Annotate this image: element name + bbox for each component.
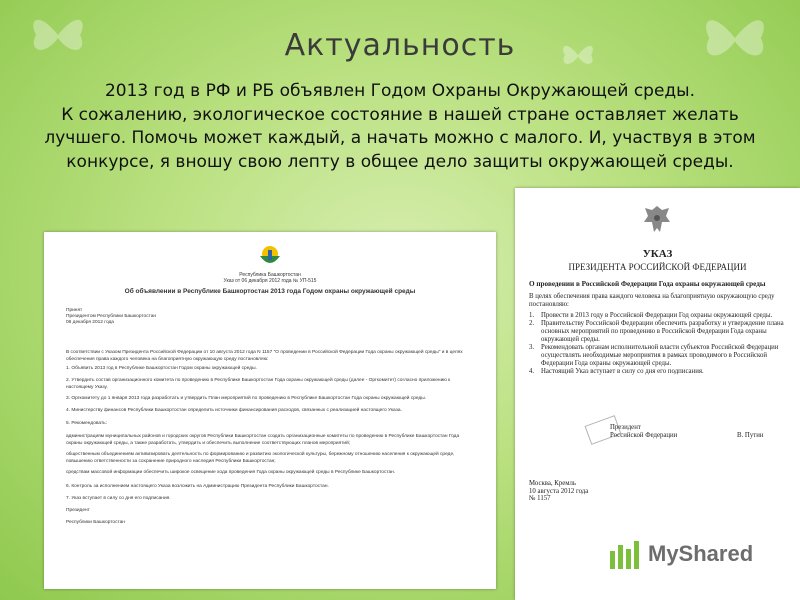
decree-sign-1: Президент xyxy=(66,508,90,513)
decree-place-date xyxy=(529,480,588,503)
myshared-icon xyxy=(606,537,646,577)
bashkortostan-emblem-icon xyxy=(256,244,284,270)
item-text: Правительству Российской Федерации обеспечить разработку и утверждение плана основных мероприятий по проведению в Российской Федерации Года охраны окружающей среды. xyxy=(541,320,784,343)
decree-item-4: 4. Министерству финансов Республики Башкортостан определить источники финансирования расходов, связанных с реализацией настоящего Указа. xyxy=(66,408,402,413)
item-text: Провести в 2013 году в Российской Федерации Год охраны окружающей среды. xyxy=(541,312,773,319)
signature-title-line-2: Российской Федерации xyxy=(610,432,678,439)
signature-title xyxy=(610,424,677,440)
decree-heading: УКАЗ xyxy=(642,248,673,260)
decree-header-line-1: Республика Башкортостан xyxy=(239,272,301,278)
decree-meta-3: 06 декабря 2012 года xyxy=(66,320,114,325)
signature-name: В. Путин xyxy=(737,432,764,439)
russian-coat-of-arms-icon xyxy=(642,202,672,236)
item-number: 4. xyxy=(529,368,535,375)
bashkortostan-decree-image xyxy=(44,232,496,589)
decree-date: 10 августа 2012 года xyxy=(529,487,589,495)
decree-item-3: 3. Оргкомитету до 1 января 2013 года разработать и утвердить План мероприятий по проведению в Республике Башкортостан Года охраны окружающей среды. xyxy=(66,396,427,401)
decree-items xyxy=(529,312,791,376)
slide-title: Актуальность xyxy=(284,28,516,63)
item-text: Рекомендовать органам исполнительной власти субъектов Российской Федерации осуществлять необходимые мероприятия в рамках проводимого в Российской Федерации Года охраны окружающей среды. xyxy=(541,344,779,367)
decree-place: Москва, Кремль xyxy=(529,480,577,487)
slide-body xyxy=(28,80,772,174)
decree-item-6: 6. Контроль за исполнением настоящего Указа возложить на Администрацию Президента Республики Башкортостан. xyxy=(66,484,329,489)
list-item xyxy=(529,368,791,376)
decree-intro: В целях обеспечения права каждого человека на благоприятную окружающую среду постановляю: xyxy=(529,293,775,308)
list-item xyxy=(529,312,791,320)
decree-number: № 1157 xyxy=(529,495,551,503)
signature-title-line-1: Президент xyxy=(610,424,641,431)
decree-item-5: 5. Рекомендовать: xyxy=(66,421,107,426)
myshared-logo xyxy=(606,535,768,585)
decree-meta-1: Принят xyxy=(66,308,83,313)
item-number: 2. xyxy=(529,320,535,327)
presidential-decree-image xyxy=(515,188,800,600)
decree-title: Об объявлении в Республике Башкортостан 2013 года Годом охраны окружающей среды xyxy=(124,288,416,295)
decree-subject: О проведении в Российской Федерации Года охраны окружающей среды xyxy=(529,280,766,288)
list-item xyxy=(529,344,791,368)
decree-item-5c: средствам массовой информации обеспечить широкое освещение хода проведения Года охраны окружающей среды в Республике Башкортостан. xyxy=(66,470,396,475)
decree-subheading: ПРЕЗИДЕНТА РОССИЙСКОЙ ФЕДЕРАЦИИ xyxy=(568,262,747,272)
decree-meta-2: Президентом Республики Башкортостан xyxy=(66,314,157,319)
decree-item-7: 7. Указ вступает в силу со дня его подписания. xyxy=(66,496,171,501)
item-number: 1. xyxy=(529,312,535,319)
decree-header-line-2: Указ от 06 декабря 2012 года № УП-515 xyxy=(223,278,317,284)
decree-item-2: 2. Утвердить состав организационного комитета по проведению в Республике Башкортостан Года охраны окружающей среды (далее - Оргкомитет) согласно приложению к настоящему Указу. xyxy=(66,378,451,390)
decree-item-5a: администрациям муниципальных районов и городских округов Республики Башкортостан создать организационные комитеты по проведению в Республике Башкортостан Года охраны окружающей среды, а также разработать, утвердить и обеспечить выполнение соответствующих планов мероприятий; xyxy=(66,434,460,446)
decree-item-1: 1. Объявить 2013 год в Республике Башкортостан Годом охраны окружающей среды. xyxy=(66,366,257,371)
item-number: 3. xyxy=(529,344,535,351)
slide-paragraph-2: К сожалению, экологическое состояние в нашей стране оставляет желать лучшего. Помочь может каждый, а начать можно с малого. И, участвуя в этом конкурсе, я вношу свою лепту в общее дело защиты окружающей среды. xyxy=(44,104,756,172)
slide-paragraph-1: 2013 год в РФ и РБ объявлен Годом Охраны Окружающей среды. xyxy=(104,81,695,101)
item-text: Настоящий Указ вступает в силу со дня его подписания. xyxy=(541,368,704,375)
decree-item-5b: общественным объединениям активизировать деятельность по формированию и развитию экологической культуры, бережному отношению населения к окружающей среде, повышению ответственности за сохранение природного наследия Республики Башкортостан; xyxy=(66,452,455,464)
decree-sign-2: Республики Башкортостан xyxy=(66,520,125,525)
decree-intro: В соответствии с Указом Президента Российской Федерации от 10 августа 2012 года N 1157 "О проведении в Российской Федерации Года охраны окружающей среды" и в целях обеспечения права каждого человека на благоприятную окружающую среду постановляю: xyxy=(66,350,463,362)
myshared-wordmark: MyShared xyxy=(648,541,754,566)
list-item xyxy=(529,320,791,344)
